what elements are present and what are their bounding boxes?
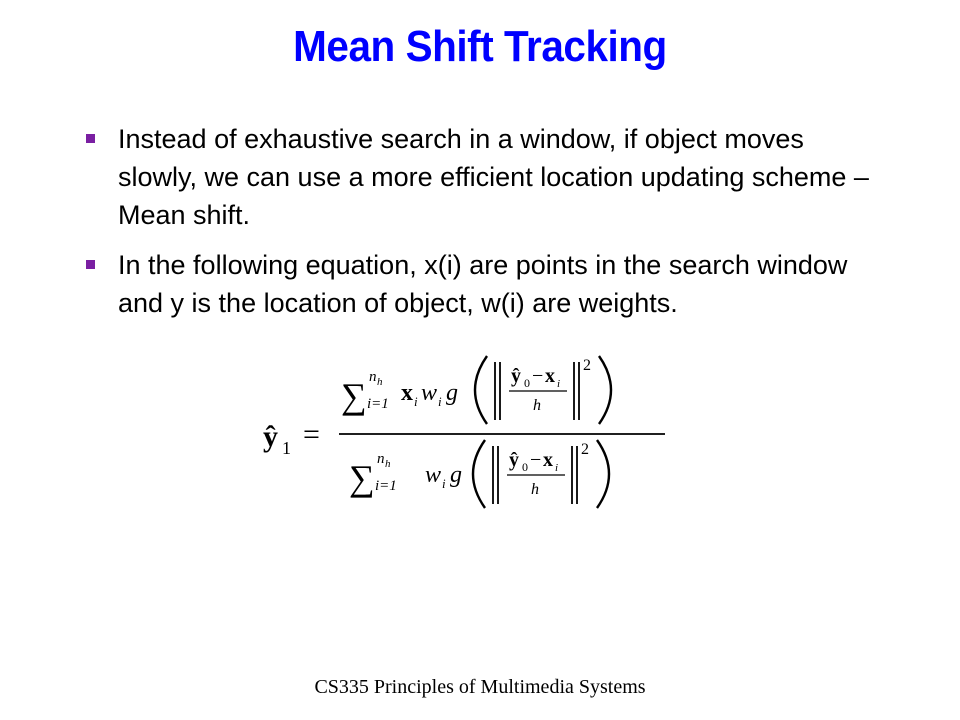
eq-den-sum-upper: n — [377, 451, 385, 467]
eq-den-y0-sub: 0 — [522, 460, 528, 474]
bullet-text: In the following equation, x(i) are points in the search window and y is the location of object, w(i) are weights. — [118, 250, 848, 318]
eq-den-paren-right — [597, 440, 609, 508]
eq-den-g: g — [450, 462, 462, 488]
eq-den-y0: ŷ — [509, 449, 519, 471]
eq-num-w: w — [421, 380, 438, 406]
eq-num-sum-upper: n — [369, 369, 377, 385]
eq-num-sum-upper-sub: h — [377, 376, 383, 388]
square-bullet-icon — [86, 134, 95, 143]
eq-num-xi: x — [545, 365, 555, 387]
eq-num-y0: ŷ — [511, 365, 521, 387]
eq-num-x-sub: i — [414, 394, 418, 409]
eq-num-h: h — [533, 397, 541, 414]
eq-num-x: x — [401, 380, 413, 406]
eq-den-w-sub: i — [442, 476, 446, 491]
eq-den-sum-lower: i=1 — [375, 478, 397, 494]
eq-den-power: 2 — [581, 441, 589, 458]
eq-lhs-sub: 1 — [282, 438, 291, 458]
bullet-text: Instead of exhaustive search in a window, if object moves slowly, we can use a more efficient location updating scheme – Mean shift. — [118, 124, 869, 230]
slide-footer: CS335 Principles of Multimedia Systems — [314, 676, 646, 698]
eq-num-minus: − — [532, 365, 544, 387]
eq-den-xi-sub: i — [555, 462, 559, 474]
eq-num-paren-right — [599, 356, 611, 424]
eq-num-sum: ∑ — [341, 376, 367, 416]
eq-lhs: ŷ — [263, 420, 278, 453]
equation-graphic — [255, 350, 675, 520]
bullet-list — [80, 120, 880, 334]
eq-num-power: 2 — [583, 357, 591, 374]
eq-den-w: w — [425, 462, 442, 488]
eq-num-paren-left — [475, 356, 487, 424]
slide-title: Mean Shift Tracking — [293, 22, 667, 71]
eq-den-sum-upper-sub: h — [385, 458, 391, 470]
eq-num-w-sub: i — [438, 394, 442, 409]
eq-den-minus: − — [530, 449, 542, 471]
eq-den-sum: ∑ — [349, 458, 375, 498]
eq-num-g: g — [446, 380, 458, 406]
eq-equals: = — [303, 418, 320, 451]
bullet-item — [80, 120, 880, 234]
mean-shift-equation — [255, 350, 675, 520]
eq-num-y0-sub: 0 — [524, 376, 530, 390]
eq-den-h: h — [531, 481, 539, 498]
square-bullet-icon — [86, 260, 95, 269]
eq-den-xi: x — [543, 449, 553, 471]
eq-num-xi-sub: i — [557, 378, 561, 390]
eq-num-sum-lower: i=1 — [367, 396, 389, 412]
eq-den-paren-left — [473, 440, 485, 508]
bullet-item — [80, 246, 880, 322]
